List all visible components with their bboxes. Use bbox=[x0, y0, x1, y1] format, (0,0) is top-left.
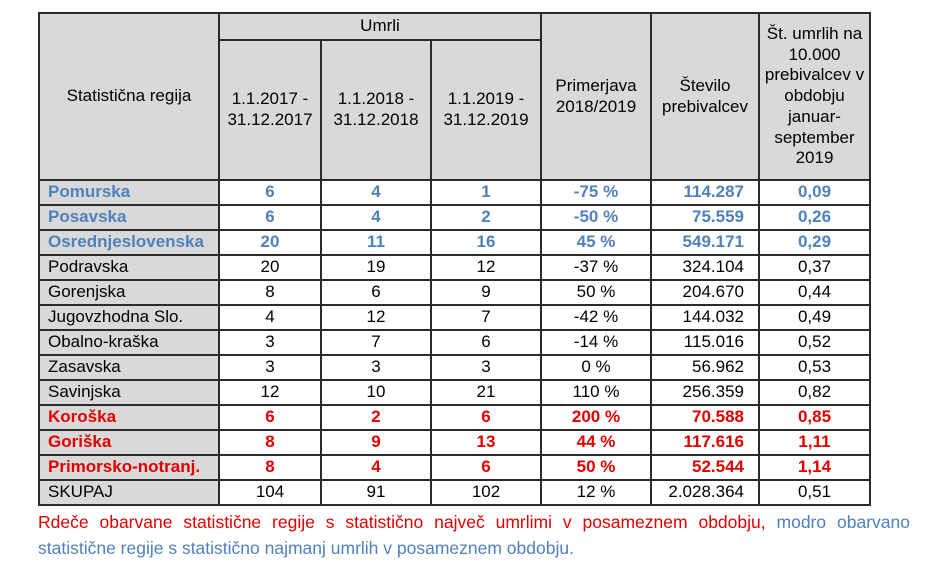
deaths-2018-cell: 4 bbox=[321, 180, 431, 205]
deaths-2017-cell: 8 bbox=[219, 430, 321, 455]
comparison-cell: 50 % bbox=[541, 280, 651, 305]
table-row-podravska bbox=[39, 255, 870, 280]
legend-red-text: Rdeče obarvane statistične regije s statistično največ umrlimi v posameznem obdobju, bbox=[38, 512, 766, 532]
rate-cell: 0,29 bbox=[759, 230, 870, 255]
deaths-2017-cell: 20 bbox=[219, 255, 321, 280]
rate-cell: 0,82 bbox=[759, 380, 870, 405]
deaths-2019-cell: 102 bbox=[431, 480, 541, 505]
table-row-zasavska bbox=[39, 355, 870, 380]
region-cell: Posavska bbox=[39, 205, 219, 230]
table-row-posavska bbox=[39, 205, 870, 230]
comparison-column-header: Primerjava 2018/2019 bbox=[541, 13, 651, 180]
population-cell: 56.962 bbox=[651, 355, 759, 380]
table-row-osrednjeslovenska bbox=[39, 230, 870, 255]
deaths-2018-cell: 4 bbox=[321, 205, 431, 230]
deaths-2019-cell: 16 bbox=[431, 230, 541, 255]
deaths-2019-cell: 13 bbox=[431, 430, 541, 455]
rate-column-header: Št. umrlih na 10.000 prebivalcev v obdobju januar-september 2019 bbox=[759, 13, 870, 180]
content-area bbox=[38, 12, 910, 561]
deaths-2019-cell: 6 bbox=[431, 330, 541, 355]
deaths-2019-cell: 2 bbox=[431, 205, 541, 230]
table-row-total bbox=[39, 480, 870, 505]
deaths-2019-cell: 9 bbox=[431, 280, 541, 305]
comparison-cell: 12 % bbox=[541, 480, 651, 505]
population-cell: 75.559 bbox=[651, 205, 759, 230]
region-column-header: Statistična regija bbox=[39, 13, 219, 180]
deaths-2018-cell: 91 bbox=[321, 480, 431, 505]
comparison-cell: -42 % bbox=[541, 305, 651, 330]
region-cell: Koroška bbox=[39, 405, 219, 430]
population-cell: 256.359 bbox=[651, 380, 759, 405]
deaths-2017-cell: 3 bbox=[219, 355, 321, 380]
region-cell: Pomurska bbox=[39, 180, 219, 205]
deaths-2018-cell: 9 bbox=[321, 430, 431, 455]
header-row-groups bbox=[39, 13, 870, 40]
comparison-cell: -50 % bbox=[541, 205, 651, 230]
table-header bbox=[39, 13, 870, 180]
deaths-2018-cell: 10 bbox=[321, 380, 431, 405]
comparison-cell: -75 % bbox=[541, 180, 651, 205]
region-cell: Savinjska bbox=[39, 380, 219, 405]
rate-cell: 0,37 bbox=[759, 255, 870, 280]
period-2017-header: 1.1.2017 - 31.12.2017 bbox=[219, 40, 321, 180]
mortality-by-region-table bbox=[38, 12, 871, 506]
deaths-2019-cell: 1 bbox=[431, 180, 541, 205]
population-cell: 70.588 bbox=[651, 405, 759, 430]
rate-cell: 0,85 bbox=[759, 405, 870, 430]
deaths-2019-cell: 12 bbox=[431, 255, 541, 280]
deaths-2018-cell: 4 bbox=[321, 455, 431, 480]
rate-cell: 0,44 bbox=[759, 280, 870, 305]
deaths-2017-cell: 6 bbox=[219, 405, 321, 430]
comparison-cell: -14 % bbox=[541, 330, 651, 355]
table-row-jugovzhodna bbox=[39, 305, 870, 330]
region-cell: Jugovzhodna Slo. bbox=[39, 305, 219, 330]
region-cell: Obalno-kraška bbox=[39, 330, 219, 355]
population-cell: 115.016 bbox=[651, 330, 759, 355]
comparison-cell: 50 % bbox=[541, 455, 651, 480]
region-cell: Goriška bbox=[39, 430, 219, 455]
table-row-primorsko-notranjska bbox=[39, 455, 870, 480]
rate-cell: 0,49 bbox=[759, 305, 870, 330]
rate-cell: 1,14 bbox=[759, 455, 870, 480]
deaths-2017-cell: 8 bbox=[219, 280, 321, 305]
comparison-cell: 44 % bbox=[541, 430, 651, 455]
deaths-2019-cell: 6 bbox=[431, 405, 541, 430]
region-cell: Primorsko-notranj. bbox=[39, 455, 219, 480]
deaths-2017-cell: 6 bbox=[219, 180, 321, 205]
deaths-2017-cell: 3 bbox=[219, 330, 321, 355]
deaths-2018-cell: 12 bbox=[321, 305, 431, 330]
deaths-2019-cell: 21 bbox=[431, 380, 541, 405]
rate-cell: 0,09 bbox=[759, 180, 870, 205]
rate-cell: 0,26 bbox=[759, 205, 870, 230]
period-2018-header: 1.1.2018 - 31.12.2018 bbox=[321, 40, 431, 180]
deaths-2018-cell: 3 bbox=[321, 355, 431, 380]
comparison-cell: 45 % bbox=[541, 230, 651, 255]
region-cell: Podravska bbox=[39, 255, 219, 280]
comparison-cell: 0 % bbox=[541, 355, 651, 380]
population-cell: 52.544 bbox=[651, 455, 759, 480]
deaths-2018-cell: 11 bbox=[321, 230, 431, 255]
population-cell: 117.616 bbox=[651, 430, 759, 455]
table-row-koroska bbox=[39, 405, 870, 430]
deaths-2017-cell: 12 bbox=[219, 380, 321, 405]
population-column-header: Število prebivalcev bbox=[651, 13, 759, 180]
period-2019-header: 1.1.2019 - 31.12.2019 bbox=[431, 40, 541, 180]
legend-note bbox=[38, 509, 910, 561]
comparison-cell: 110 % bbox=[541, 380, 651, 405]
deaths-2019-cell: 6 bbox=[431, 455, 541, 480]
table-row-goriska bbox=[39, 430, 870, 455]
region-cell: Osrednjeslovenska bbox=[39, 230, 219, 255]
deaths-2018-cell: 7 bbox=[321, 330, 431, 355]
deaths-2017-cell: 6 bbox=[219, 205, 321, 230]
population-cell: 144.032 bbox=[651, 305, 759, 330]
population-cell: 2.028.364 bbox=[651, 480, 759, 505]
population-cell: 204.670 bbox=[651, 280, 759, 305]
deaths-2018-cell: 6 bbox=[321, 280, 431, 305]
table-row-gorenjska bbox=[39, 280, 870, 305]
population-cell: 549.171 bbox=[651, 230, 759, 255]
comparison-cell: 200 % bbox=[541, 405, 651, 430]
region-cell: Zasavska bbox=[39, 355, 219, 380]
population-cell: 324.104 bbox=[651, 255, 759, 280]
rate-cell: 0,52 bbox=[759, 330, 870, 355]
legend-blue-text: modro obarvano statistične regije s statistično najmanj umrlih v posameznem obdobju. bbox=[38, 512, 910, 558]
region-cell: SKUPAJ bbox=[39, 480, 219, 505]
population-cell: 114.287 bbox=[651, 180, 759, 205]
rate-cell: 0,51 bbox=[759, 480, 870, 505]
table-row-savinjska bbox=[39, 380, 870, 405]
rate-cell: 1,11 bbox=[759, 430, 870, 455]
region-cell: Gorenjska bbox=[39, 280, 219, 305]
deaths-2017-cell: 104 bbox=[219, 480, 321, 505]
deaths-group-header: Umrli bbox=[219, 13, 541, 40]
deaths-2018-cell: 2 bbox=[321, 405, 431, 430]
table-row-obalno-kraska bbox=[39, 330, 870, 355]
table-row-pomurska bbox=[39, 180, 870, 205]
deaths-2018-cell: 19 bbox=[321, 255, 431, 280]
comparison-cell: -37 % bbox=[541, 255, 651, 280]
deaths-2019-cell: 7 bbox=[431, 305, 541, 330]
deaths-2017-cell: 4 bbox=[219, 305, 321, 330]
deaths-2019-cell: 3 bbox=[431, 355, 541, 380]
deaths-2017-cell: 20 bbox=[219, 230, 321, 255]
rate-cell: 0,53 bbox=[759, 355, 870, 380]
table-body bbox=[39, 180, 870, 505]
deaths-2017-cell: 8 bbox=[219, 455, 321, 480]
